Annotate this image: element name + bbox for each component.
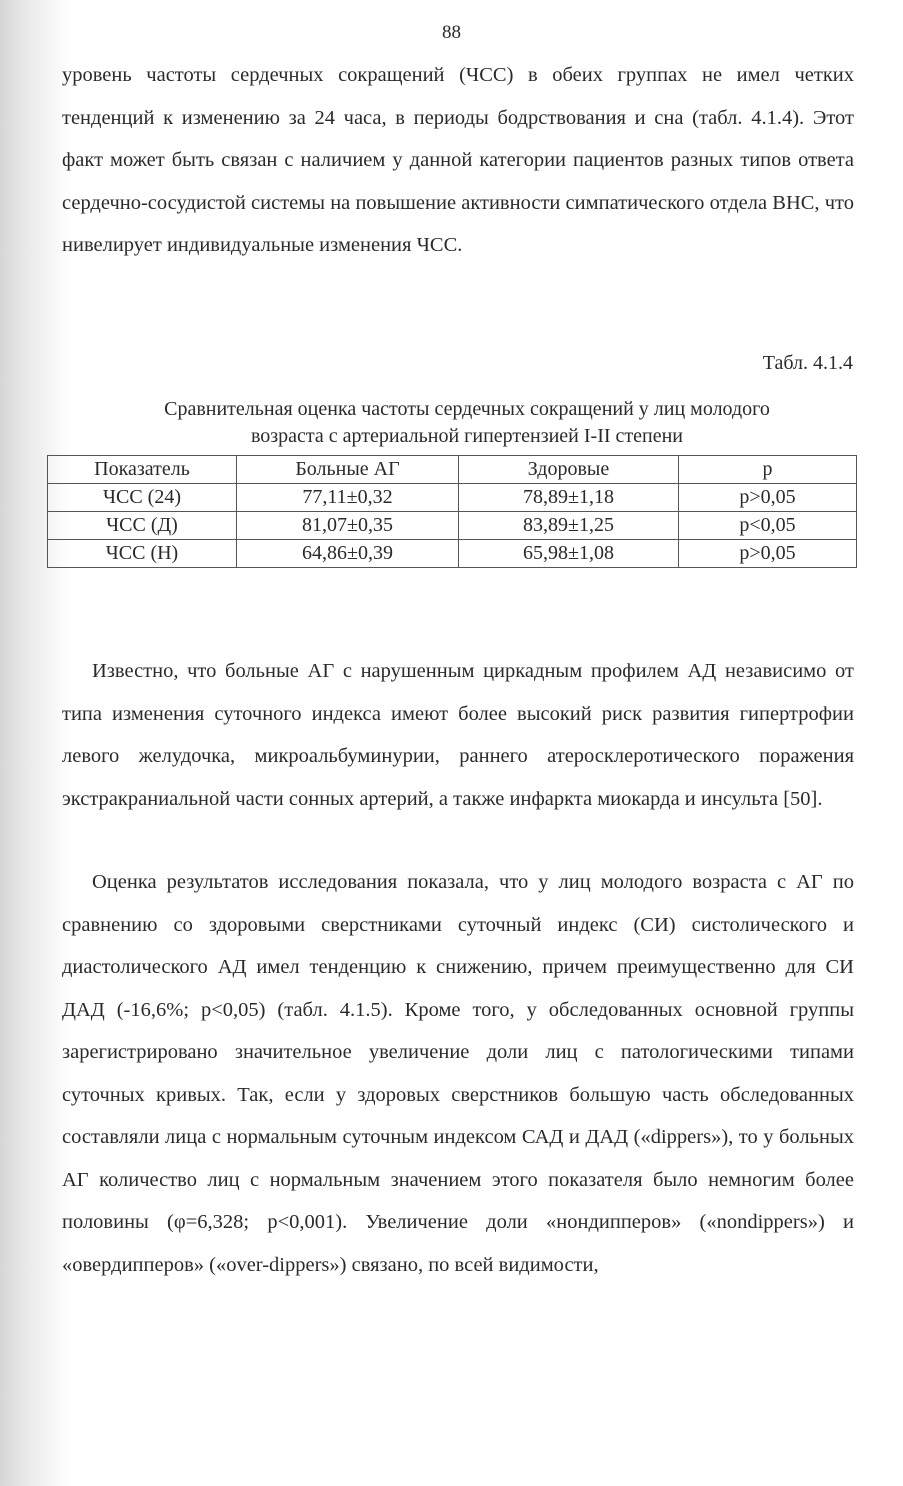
- header-healthy: Здоровые: [459, 456, 679, 484]
- table-caption: [62, 396, 872, 450]
- paragraph-hr-trends: уровень частоты сердечных сокращений (ЧСС) в обеих группах не имел четких тенденций к изменению за 24 часа, в периоды бодрствования и сна (табл. 4.1.4). Этот факт может быть связан с наличием у данной категории пациентов разных типов ответа сердечно-сосудистой системы на повышение активности симпатического отдела ВНС, что нивелирует индивидуальные изменения ЧСС.: [62, 64, 854, 256]
- table-row: [48, 512, 857, 540]
- cell-patients: 64,86±0,39: [237, 540, 459, 568]
- hr-comparison-table: [47, 455, 857, 568]
- table-row: [48, 540, 857, 568]
- cell-indicator: ЧСС (Н): [48, 540, 237, 568]
- cell-healthy: 65,98±1,08: [459, 540, 679, 568]
- cell-p-value: p>0,05: [679, 540, 857, 568]
- paragraph-circadian-risk: Известно, что больные АГ с нарушенным циркадным профилем АД независимо от типа изменения суточного индекса имеют более высокий риск развития гипертрофии левого желудочка, микроальбуминурии, раннего атеросклеротического поражения экстракраниальной части сонных артерий, а также инфаркта миокарда и инсульта [50].: [62, 660, 854, 810]
- header-patients: Больные АГ: [237, 456, 459, 484]
- cell-indicator: ЧСС (24): [48, 484, 237, 512]
- table-header-row: [48, 456, 857, 484]
- header-indicator: Показатель: [48, 456, 237, 484]
- table-row: [48, 484, 857, 512]
- cell-patients: 81,07±0,35: [237, 512, 459, 540]
- cell-p-value: p<0,05: [679, 512, 857, 540]
- cell-indicator: ЧСС (Д): [48, 512, 237, 540]
- table-caption-line-1: Сравнительная оценка частоты сердечных сокращений у лиц молодого: [164, 398, 770, 420]
- cell-healthy: 78,89±1,18: [459, 484, 679, 512]
- paragraph-daily-index: Оценка результатов исследования показала, что у лиц молодого возраста с АГ по сравнению со здоровыми сверстниками суточный индекс (СИ) систолического и диастолического АД имел тенденцию к снижению, причем преимущественно для СИ ДАД (-16,6%; p<0,05) (табл. 4.1.5). Кроме того, у обследованных основной группы зарегистрировано значительное увеличение доли лиц с патологическими типами суточных кривых. Так, если у здоровых сверстников большую часть обследованных составляли лица с нормальным суточным индексом САД и ДАД («dippers»), то у больных АГ количество лиц с нормальным значением этого показателя было немногим более половины (φ=6,328; p<0,001). Увеличение доли «нондипперов» («nondippers») и «овердипперов» («over-dippers») связано, по всей видимости,: [62, 871, 854, 1276]
- scan-binding-shadow: [0, 0, 70, 1486]
- cell-p-value: p>0,05: [679, 484, 857, 512]
- cell-patients: 77,11±0,32: [237, 484, 459, 512]
- cell-healthy: 83,89±1,25: [459, 512, 679, 540]
- table-label: Табл. 4.1.4: [762, 352, 853, 374]
- page-number: 88: [442, 22, 461, 43]
- header-p-value: p: [679, 456, 857, 484]
- table-caption-line-2: возраста с артериальной гипертензией I-II степени: [250, 425, 684, 447]
